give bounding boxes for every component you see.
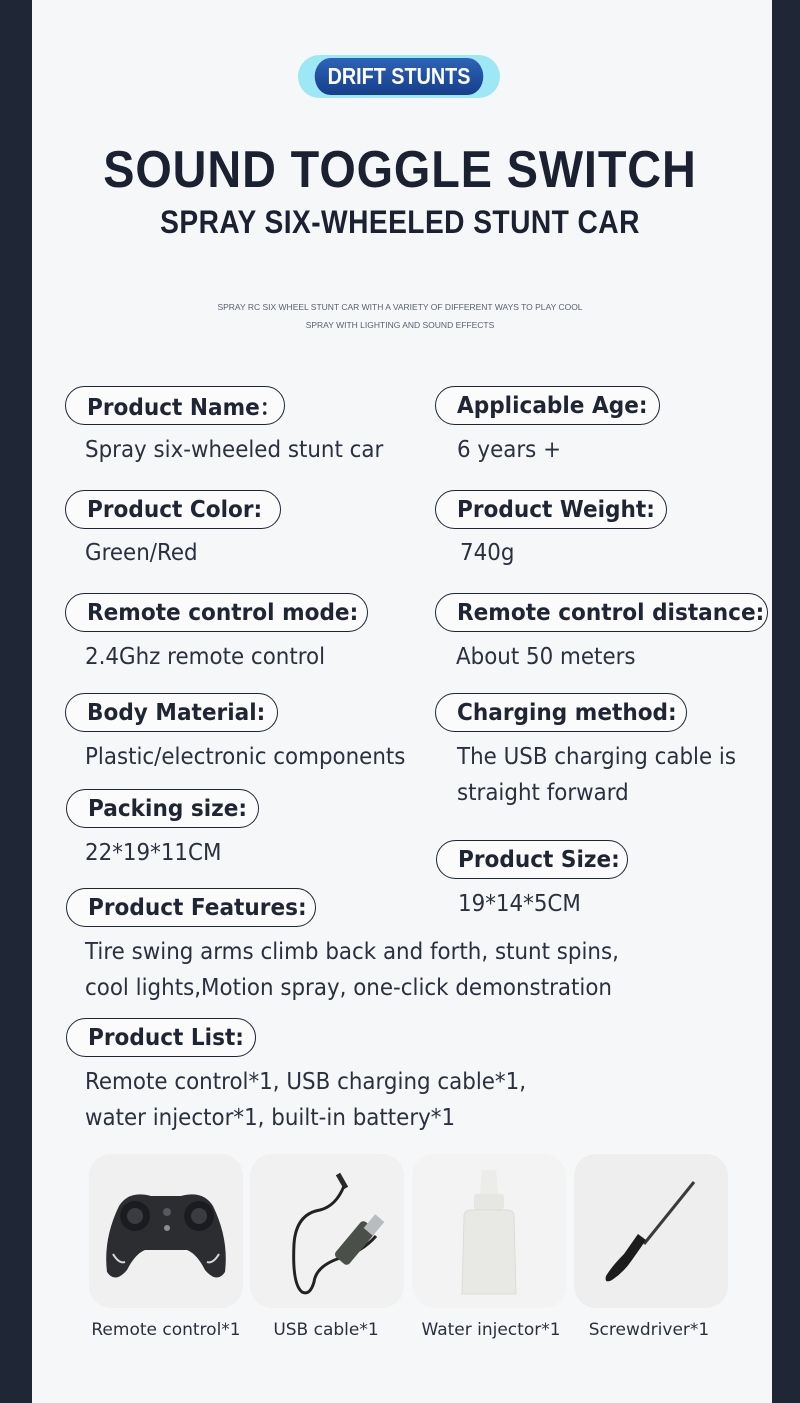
remote-mode-label: Remote control mode: — [65, 593, 368, 632]
remote-distance-value: About 50 meters — [456, 644, 636, 670]
description-line-2: SPRAY WITH LIGHTING AND SOUND EFFECTS — [305, 320, 495, 330]
water-injector-thumbnail — [412, 1154, 566, 1308]
product-size-value: 19*14*5CM — [458, 891, 581, 917]
packing-size-label: Packing size: — [66, 789, 259, 828]
product-weight-label: Product Weight: — [435, 490, 667, 529]
product-name-label: Product Name： — [65, 386, 285, 425]
product-list-value-line2: water injector*1, built-in battery*1 — [85, 1105, 456, 1131]
charging-method-label: Charging method: — [435, 693, 687, 732]
product-list-label: Product List: — [66, 1018, 256, 1057]
body-material-label: Body Material: — [65, 693, 278, 732]
remote-control-icon — [89, 1154, 243, 1308]
accessory-caption-screwdriver: Screwdriver*1 — [588, 1320, 710, 1340]
water-bottle-icon — [412, 1154, 566, 1308]
charging-method-value-line2: straight forward — [457, 780, 629, 806]
remote-mode-value: 2.4Ghz remote control — [85, 644, 326, 670]
screwdriver-thumbnail — [574, 1154, 728, 1308]
product-color-label: Product Color: — [65, 490, 281, 529]
page-title: SOUND TOGGLE SWITCH — [103, 141, 697, 199]
applicable-age-label: Applicable Age: — [435, 386, 660, 425]
usb-cable-thumbnail — [250, 1154, 404, 1308]
description-line-1: SPRAY RC SIX WHEEL STUNT CAR WITH A VARIETY OF DIFFERENT WAYS TO PLAY COOL — [217, 302, 583, 312]
product-list-value-line1: Remote control*1, USB charging cable*1, — [85, 1069, 527, 1095]
accessory-caption-remote: Remote control*1 — [91, 1320, 241, 1340]
body-material-value: Plastic/electronic components — [85, 744, 406, 770]
product-size-label: Product Size: — [436, 840, 628, 879]
product-features-value-line2: cool lights,Motion spray, one-click demonstration — [85, 975, 612, 1001]
charging-method-value-line1: The USB charging cable is — [457, 744, 737, 770]
accessory-caption-water: Water injector*1 — [421, 1320, 561, 1340]
product-color-value: Green/Red — [85, 540, 198, 566]
remote-control-thumbnail — [89, 1154, 243, 1308]
drift-stunts-badge — [298, 55, 500, 98]
product-name-value: Spray six-wheeled stunt car — [85, 437, 384, 463]
applicable-age-value: 6 years + — [457, 437, 562, 463]
remote-distance-label: Remote control distance: — [435, 593, 768, 632]
accessory-caption-usb: USB cable*1 — [273, 1320, 379, 1340]
product-features-value-line1: Tire swing arms climb back and forth, stunt spins, — [85, 939, 619, 965]
product-features-label: Product Features: — [66, 888, 316, 927]
packing-size-value: 22*19*11CM — [85, 840, 222, 866]
product-weight-value: 740g — [460, 540, 515, 566]
page-subtitle: SPRAY SIX-WHEELED STUNT CAR — [160, 204, 640, 240]
screwdriver-icon — [574, 1154, 728, 1308]
badge-label: DRIFT STUNTS — [315, 58, 484, 95]
usb-cable-icon — [250, 1154, 404, 1308]
